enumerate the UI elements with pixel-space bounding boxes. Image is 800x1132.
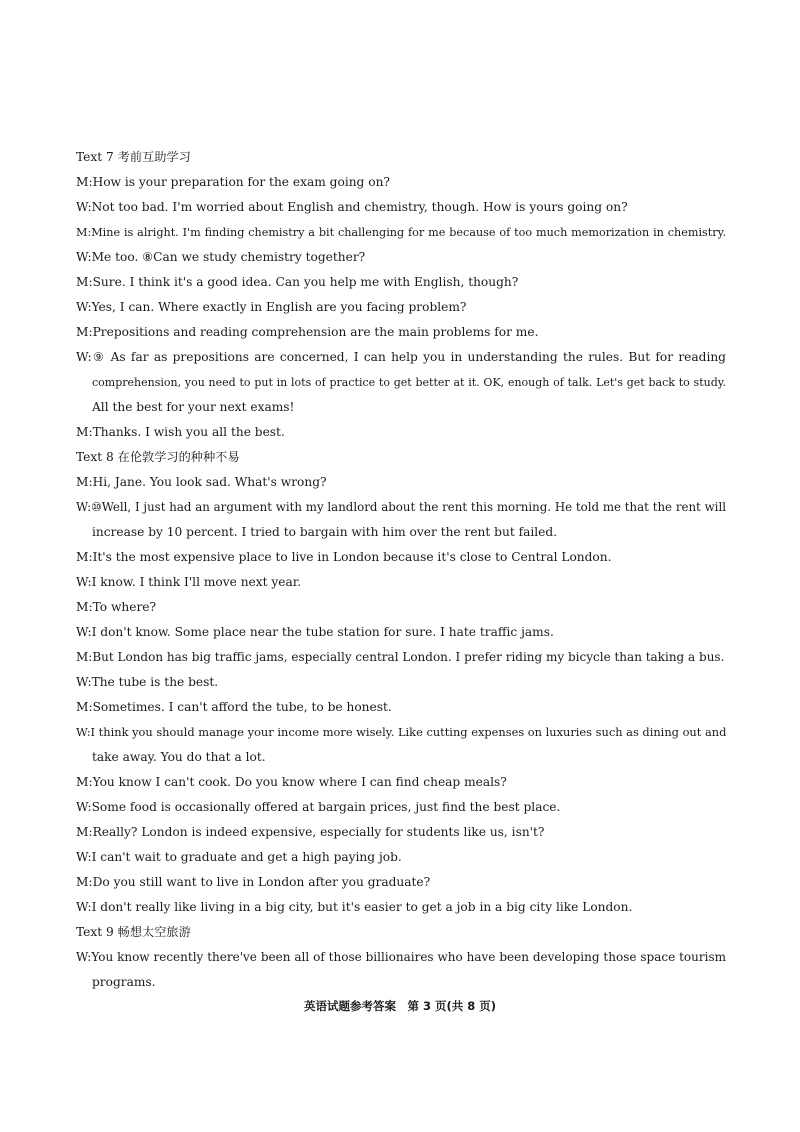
dialogue-line: M:But London has big traffic jams, especially central London. I prefer riding my bicycle than taking a bus. — [76, 650, 725, 664]
dialogue-line: W:The tube is the best. — [76, 675, 219, 689]
dialogue-line-continuation: increase by 10 percent. I tried to bargain with him over the rent but failed. — [92, 525, 558, 539]
page-footer: 英语试题参考答案 第 3 页(共 8 页) — [303, 999, 497, 1013]
dialogue-line: M:Really? London is indeed expensive, especially for students like us, isn't? — [76, 825, 545, 839]
dialogue-line: W:Not too bad. I'm worried about English and chemistry, though. How is yours going on? — [76, 200, 628, 214]
dialogue-line: W:I think you should manage your income more wisely. Like cutting expenses on luxuries such as dining out and — [76, 725, 726, 739]
section-heading-text9: Text 9 畅想太空旅游 — [76, 925, 191, 939]
dialogue-line: M:Hi, Jane. You look sad. What's wrong? — [76, 475, 327, 489]
dialogue-line: M:How is your preparation for the exam going on? — [76, 175, 390, 189]
dialogue-line-continuation: take away. You do that a lot. — [92, 750, 266, 764]
dialogue-line: M:Prepositions and reading comprehension are the main problems for me. — [76, 325, 539, 339]
dialogue-line: W:Some food is occasionally offered at bargain prices, just find the best place. — [76, 800, 561, 814]
dialogue-line: M:You know I can't cook. Do you know where I can find cheap meals? — [76, 775, 507, 789]
dialogue-line: M:To where? — [76, 600, 157, 614]
dialogue-line: W:I don't really like living in a big city, but it's easier to get a job in a big city like London. — [76, 900, 633, 914]
dialogue-line: W:Yes, I can. Where exactly in English are you facing problem? — [76, 300, 467, 314]
dialogue-line-continuation: All the best for your next exams! — [92, 400, 295, 414]
section-heading-text7: Text 7 考前互助学习 — [76, 150, 191, 164]
dialogue-line: M:Do you still want to live in London after you graduate? — [76, 875, 431, 889]
dialogue-line: W:I don't know. Some place near the tube station for sure. I hate traffic jams. — [76, 625, 554, 639]
dialogue-line: W:I can't wait to graduate and get a high paying job. — [76, 850, 402, 864]
dialogue-line: M:Thanks. I wish you all the best. — [76, 425, 285, 439]
dialogue-line: M:Sure. I think it's a good idea. Can you help me with English, though? — [76, 275, 519, 289]
section-heading-text8: Text 8 在伦敦学习的种种不易 — [76, 450, 240, 464]
dialogue-line-continuation: comprehension, you need to put in lots of practice to get better at it. OK, enough of talk. Let's get back to study. — [92, 376, 726, 389]
dialogue-line: M:Mine is alright. I'm finding chemistry a bit challenging for me because of too much memorization in chemistry. — [76, 226, 726, 239]
dialogue-line: M:It's the most expensive place to live in London because it's close to Central London. — [76, 550, 612, 564]
dialogue-line: W:Me too. ⑧Can we study chemistry together? — [76, 250, 366, 264]
dialogue-line: W:You know recently there've been all of those billionaires who have been developing those space tourism — [76, 950, 726, 964]
dialogue-line: W:I know. I think I'll move next year. — [76, 575, 302, 589]
dialogue-line-continuation: programs. — [92, 975, 156, 989]
dialogue-line: M:Sometimes. I can't afford the tube, to be honest. — [76, 700, 392, 714]
dialogue-line: W:⑩Well, I just had an argument with my landlord about the rent this morning. He told me that the rent will — [76, 500, 726, 514]
dialogue-line: W:⑨ As far as prepositions are concerned, I can help you in understanding the rules. But for reading — [76, 350, 726, 364]
